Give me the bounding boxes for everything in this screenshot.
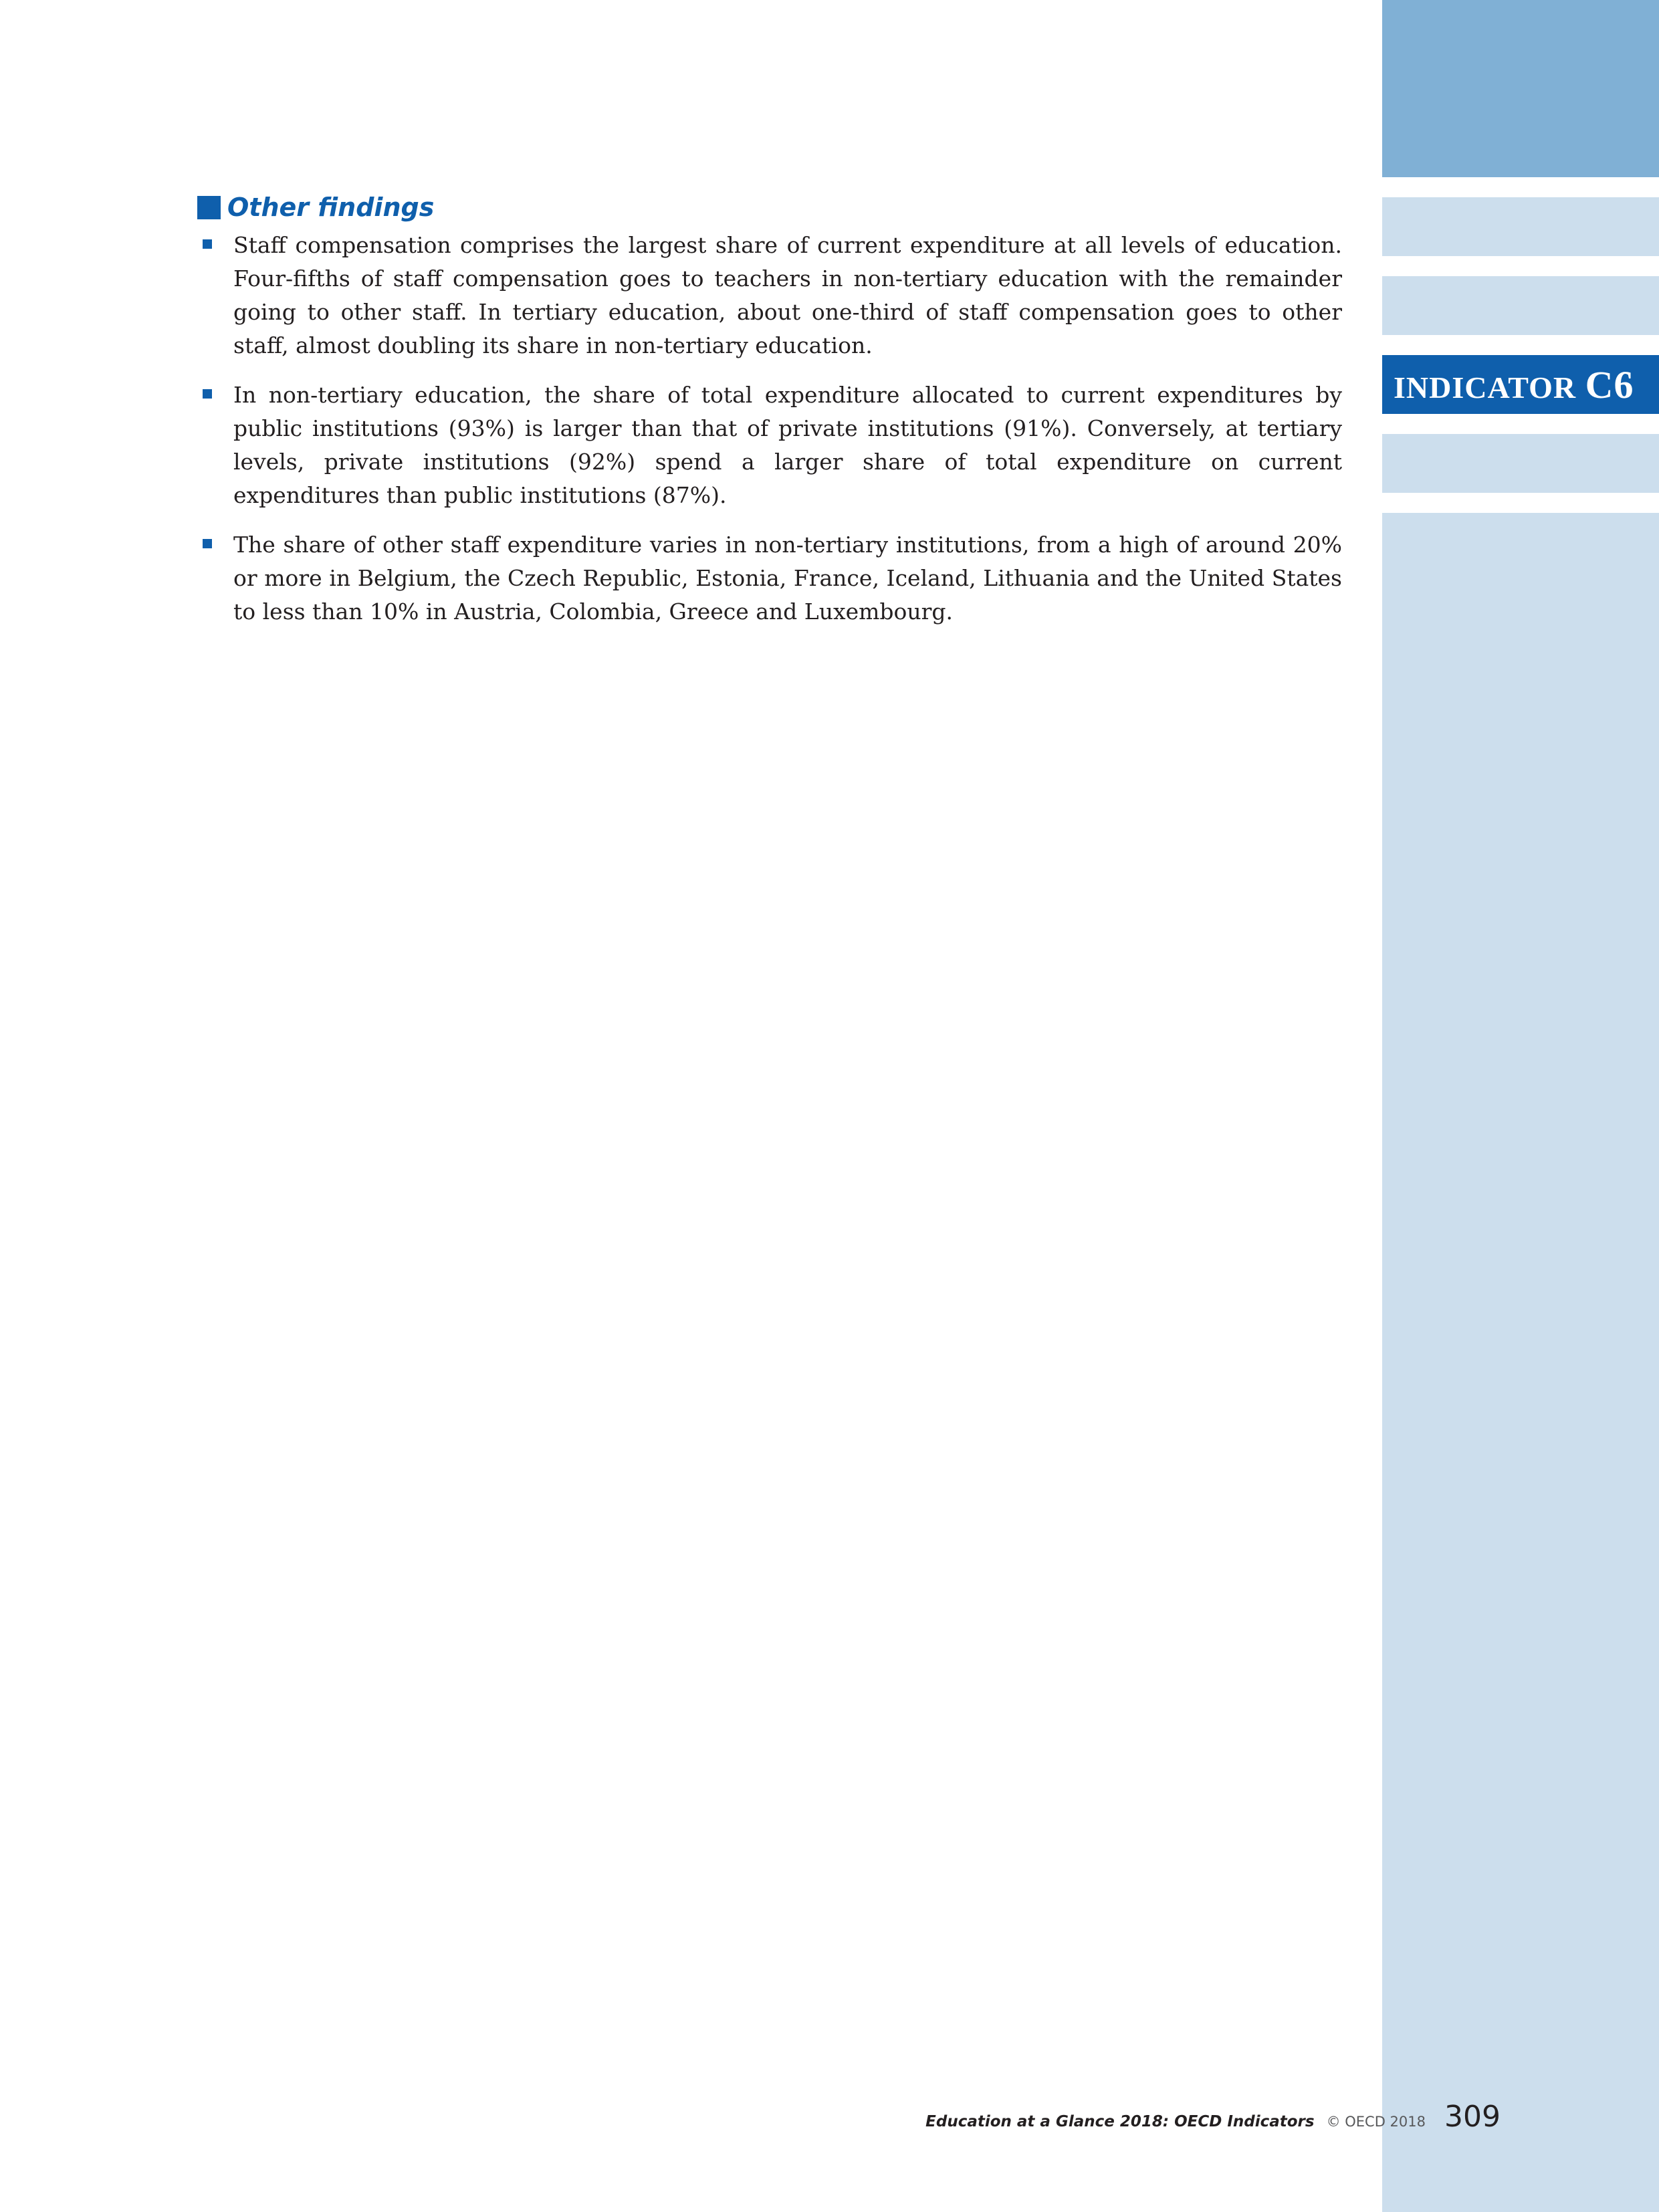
band-top-block xyxy=(1382,0,1659,177)
side-band xyxy=(1382,0,1659,2212)
list-item xyxy=(197,528,1342,629)
band-block xyxy=(1382,197,1659,256)
list-item xyxy=(197,229,1342,362)
main-content xyxy=(197,189,1342,645)
copyright-notice: © OECD 2018 xyxy=(1326,2114,1426,2130)
band-block xyxy=(1382,434,1659,493)
bullet-icon xyxy=(203,539,212,548)
band-block xyxy=(1382,276,1659,335)
finding-text: In non-tertiary education, the share of total expenditure allocated to current expenditures by public institutions (93%) is larger than that of private institutions (91%). Conversely, at tertiary levels, private institutions (92%) spend a larger share of total expenditure on current expenditures than public institutions (87%). xyxy=(233,382,1342,508)
band-block-rest xyxy=(1382,513,1659,2212)
bullet-icon xyxy=(203,389,212,399)
indicator-label xyxy=(1394,362,1634,407)
indicator-word: INDICATOR xyxy=(1394,370,1577,405)
indicator-tab xyxy=(1382,355,1659,414)
page-number: 309 xyxy=(1444,2100,1501,2134)
indicator-code: C6 xyxy=(1585,362,1634,407)
list-item xyxy=(197,378,1342,512)
bullet-icon xyxy=(203,239,212,249)
finding-text: The share of other staff expenditure varies in non-tertiary institutions, from a high of around 20% or more in Belgium, the Czech Republic, Estonia, France, Iceland, Lithuania and the United States to less than 10% in Austria, Colombia, Greece and Luxembourg. xyxy=(233,532,1342,625)
publication-title: Education at a Glance 2018: OECD Indicators xyxy=(925,2113,1315,2130)
page-footer xyxy=(925,2100,1501,2134)
finding-text: Staff compensation comprises the largest share of current expenditure at all levels of education. Four-fifths of staff compensation goes to teachers in non-tertiary education with the remainder going to other staff. In tertiary education, about one-third of staff compensation goes to other staff, almost doubling its share in non-tertiary education. xyxy=(233,232,1342,358)
findings-list xyxy=(197,229,1342,629)
section-title: Other findings xyxy=(227,193,435,222)
square-icon xyxy=(197,196,221,219)
section-heading xyxy=(197,189,1342,226)
